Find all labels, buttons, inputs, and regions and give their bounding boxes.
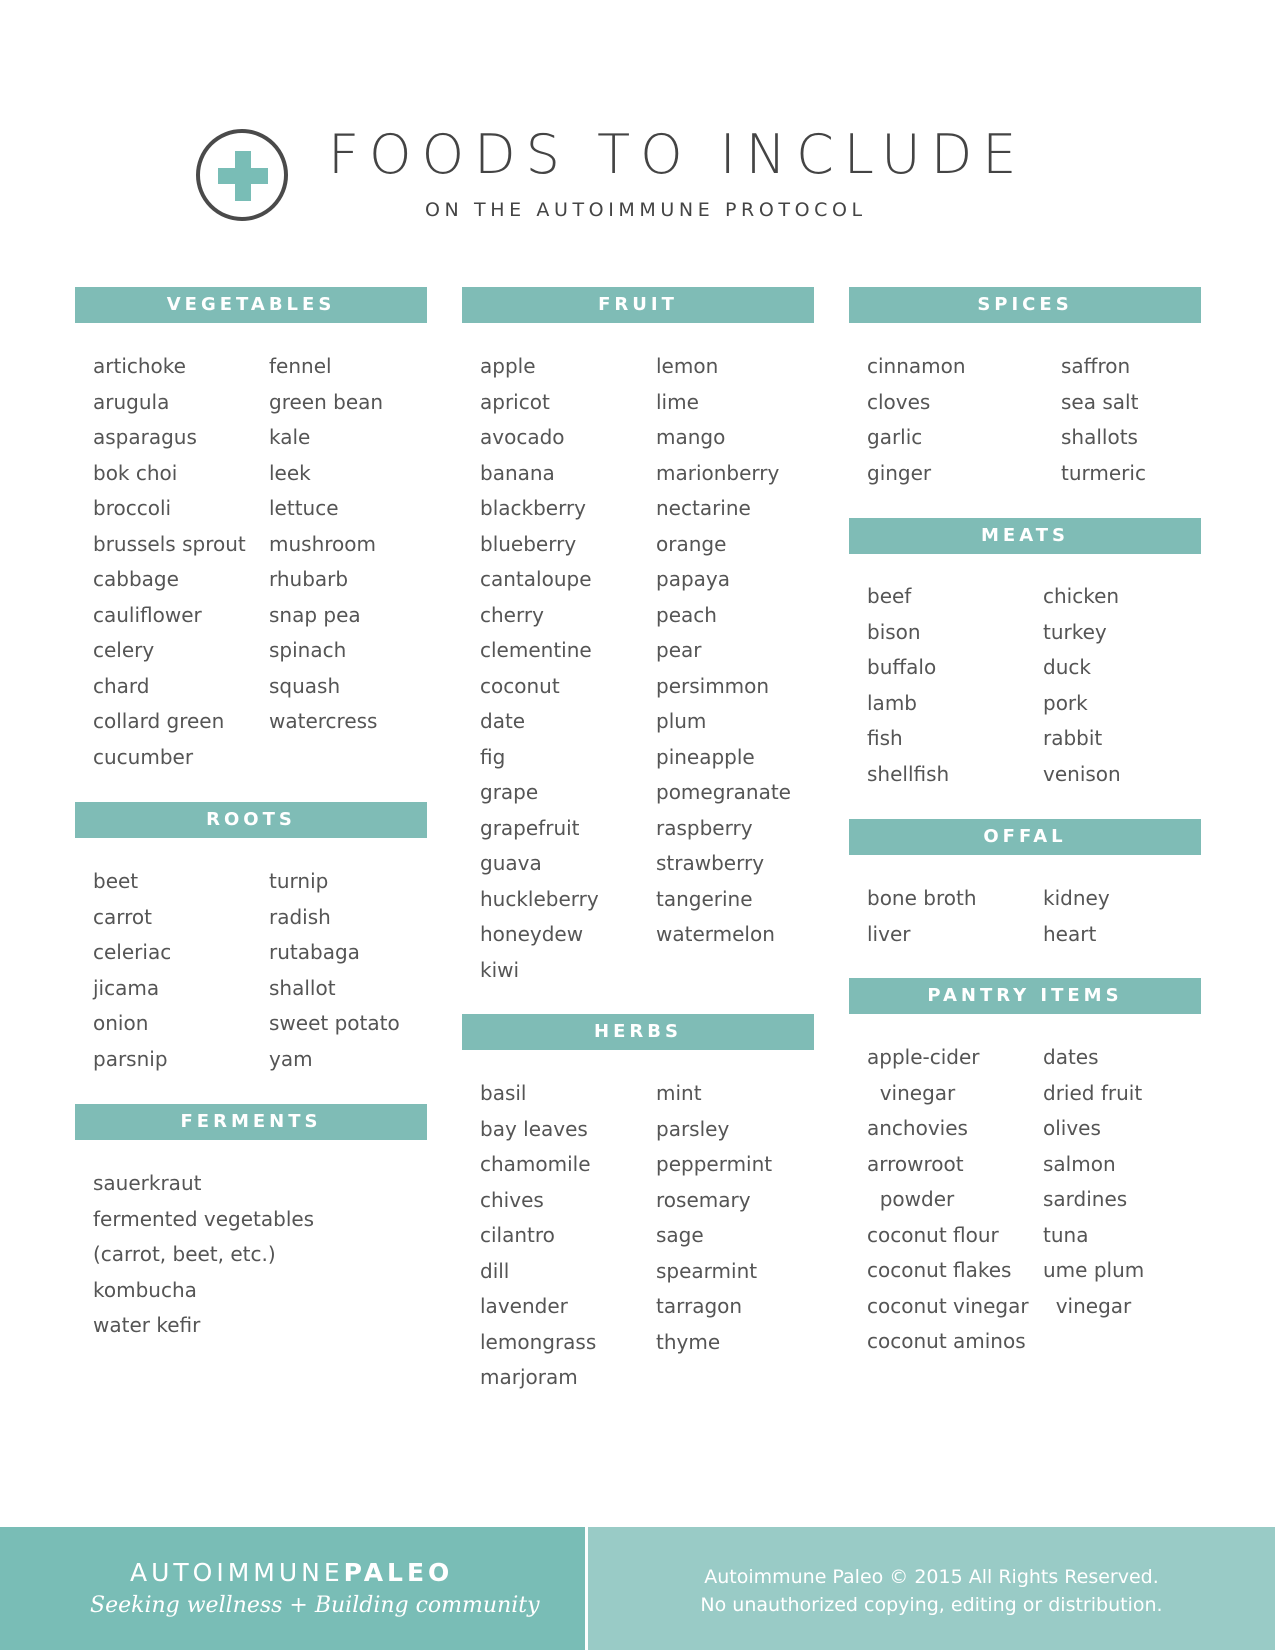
list-item: blueberry <box>480 531 577 556</box>
list-item: beef <box>867 584 912 608</box>
list-item: pear <box>656 638 702 662</box>
meats-list-col2 <box>1043 579 1121 792</box>
list-item: cabbage <box>93 567 179 591</box>
list-item: spearmint <box>656 1258 758 1283</box>
list-item: dates <box>1043 1045 1099 1069</box>
copyright-line-1: Autoimmune Paleo © 2015 All Rights Reserved. <box>704 1566 1159 1588</box>
list-item: raspberry <box>656 815 753 840</box>
list-item: banana <box>480 460 555 485</box>
section-header-meats: MEATS <box>849 518 1201 554</box>
list-item: ume plum <box>1043 1258 1145 1282</box>
list-item: fermented vegetables <box>93 1206 315 1231</box>
list-item: shallots <box>1061 425 1138 449</box>
footer-copyright-panel <box>588 1527 1275 1650</box>
list-item: lavender <box>480 1294 568 1318</box>
list-item: lemon <box>656 354 719 378</box>
list-item: heart <box>1043 921 1097 946</box>
spices-list-col1 <box>867 349 966 491</box>
list-item: saffron <box>1061 354 1131 378</box>
list-item: bay leaves <box>480 1116 588 1141</box>
section-header-vegetables: VEGETABLES <box>75 287 427 323</box>
list-item: lamb <box>867 690 917 715</box>
meats-list-col1 <box>867 579 949 792</box>
list-item: yam <box>269 1046 313 1071</box>
list-item: date <box>480 709 526 733</box>
list-item: arugula <box>93 389 170 414</box>
list-item: asparagus <box>93 425 197 449</box>
list-item: pomegranate <box>656 780 791 804</box>
list-item: liver <box>867 921 911 946</box>
pantry-list-col1 <box>867 1040 1029 1360</box>
list-item: guava <box>480 851 542 875</box>
roots-list-col1 <box>93 864 171 1077</box>
list-item: cloves <box>867 389 931 414</box>
list-item: mushroom <box>269 531 376 556</box>
herbs-list-col1 <box>480 1076 596 1396</box>
list-item: vinegar <box>867 1080 956 1105</box>
list-item: cilantro <box>480 1223 555 1247</box>
list-item: (carrot, beet, etc.) <box>93 1242 276 1266</box>
list-item: avocado <box>480 425 565 449</box>
brand-tagline: Seeking wellness + Building community <box>90 1593 540 1618</box>
list-item: dried fruit <box>1043 1080 1143 1105</box>
list-item: squash <box>269 673 341 698</box>
list-item: shellfish <box>867 761 950 786</box>
list-item: spinach <box>269 638 347 662</box>
list-item: huckleberry <box>480 886 599 911</box>
list-item: chives <box>480 1187 544 1212</box>
list-item: peach <box>656 602 717 627</box>
section-header-ferments: FERMENTS <box>75 1104 427 1140</box>
list-item: blackberry <box>480 496 587 520</box>
section-header-roots: ROOTS <box>75 802 427 838</box>
list-item: celeriac <box>93 940 172 964</box>
list-item: mango <box>656 425 726 449</box>
list-item: broccoli <box>93 496 172 520</box>
list-item: turmeric <box>1061 460 1146 485</box>
herbs-list-col2 <box>656 1076 772 1360</box>
list-item: tangerine <box>656 886 753 911</box>
list-item: venison <box>1043 761 1121 786</box>
section-header-pantry: PANTRY ITEMS <box>849 978 1201 1014</box>
list-item: clementine <box>480 638 592 662</box>
list-item: carrot <box>93 904 152 929</box>
list-item: sauerkraut <box>93 1171 202 1195</box>
page-subtitle: ON THE AUTOIMMUNE PROTOCOL <box>425 199 867 221</box>
list-item: green bean <box>269 389 384 414</box>
list-item: parsley <box>656 1116 730 1141</box>
list-item: buffalo <box>867 655 937 679</box>
list-item: rabbit <box>1043 726 1103 750</box>
list-item: cantaloupe <box>480 567 592 591</box>
list-item: pineapple <box>656 744 755 769</box>
list-item: lettuce <box>269 496 339 520</box>
list-item: sardines <box>1043 1187 1128 1211</box>
list-item: marionberry <box>656 460 780 485</box>
list-item: apple <box>480 354 536 378</box>
list-item: watercress <box>269 709 378 733</box>
list-item: nectarine <box>656 496 751 520</box>
list-item: chicken <box>1043 584 1120 608</box>
list-item: kidney <box>1043 886 1110 910</box>
list-item: rhubarb <box>269 567 349 591</box>
list-item: coconut aminos <box>867 1329 1026 1353</box>
plus-icon <box>196 129 288 221</box>
list-item: dill <box>480 1258 510 1283</box>
list-item: radish <box>269 904 331 929</box>
list-item: persimmon <box>656 673 770 698</box>
page-header <box>0 0 1275 260</box>
list-item: ginger <box>867 460 932 485</box>
pantry-list-col2 <box>1043 1040 1144 1324</box>
fruit-list-col2 <box>656 349 791 953</box>
list-item: anchovies <box>867 1116 968 1140</box>
copyright-text <box>588 1563 1275 1619</box>
list-item: olives <box>1043 1116 1101 1140</box>
list-item: coconut flour <box>867 1222 999 1247</box>
list-item: watermelon <box>656 922 775 946</box>
list-item: brussels sprout <box>93 531 246 556</box>
list-item: fennel <box>269 354 332 378</box>
list-item: papaya <box>656 567 730 591</box>
copyright-line-2: No unauthorized copying, editing or distribution. <box>700 1594 1163 1616</box>
list-item: fig <box>480 744 506 769</box>
list-item: duck <box>1043 655 1091 679</box>
list-item: turkey <box>1043 619 1107 644</box>
list-item: turnip <box>269 869 329 893</box>
list-item: grapefruit <box>480 815 580 840</box>
list-item: cucumber <box>93 744 194 769</box>
list-item: bone broth <box>867 886 977 910</box>
footer-brand-panel <box>0 1527 585 1650</box>
list-item: lime <box>656 389 699 414</box>
list-item: onion <box>93 1011 149 1035</box>
list-item: snap pea <box>269 602 361 627</box>
list-item: rosemary <box>656 1187 751 1212</box>
list-item: coconut <box>480 673 560 698</box>
list-item: coconut vinegar <box>867 1293 1029 1318</box>
list-item: strawberry <box>656 851 765 875</box>
list-item: basil <box>480 1081 527 1105</box>
list-item: apricot <box>480 389 550 414</box>
list-item: bison <box>867 619 921 644</box>
list-item: chard <box>93 673 150 698</box>
list-item: kale <box>269 425 311 449</box>
list-item: honeydew <box>480 922 584 946</box>
list-item: chamomile <box>480 1152 591 1176</box>
list-item: coconut flakes <box>867 1258 1012 1282</box>
list-item: sea salt <box>1061 389 1139 414</box>
page-title: FOODS TO INCLUDE <box>328 123 1027 186</box>
list-item: lemongrass <box>480 1329 597 1354</box>
list-item: plum <box>656 709 707 733</box>
list-item: leek <box>269 460 311 485</box>
list-item: artichoke <box>93 354 186 378</box>
list-item: mint <box>656 1081 702 1105</box>
list-item: cinnamon <box>867 354 966 378</box>
list-item: pork <box>1043 690 1088 715</box>
list-item: thyme <box>656 1329 721 1354</box>
section-header-herbs: HERBS <box>462 1014 814 1050</box>
list-item: salmon <box>1043 1151 1116 1176</box>
list-item: powder <box>867 1187 955 1211</box>
spices-list-col2 <box>1061 349 1146 491</box>
list-item: apple-cider <box>867 1045 980 1069</box>
list-item: orange <box>656 531 727 556</box>
list-item: sage <box>656 1223 704 1247</box>
list-item: garlic <box>867 425 923 449</box>
offal-list-col2 <box>1043 881 1110 952</box>
section-header-fruit: FRUIT <box>462 287 814 323</box>
vegetables-list-col2 <box>269 349 383 740</box>
list-item: jicama <box>93 975 160 1000</box>
roots-list-col2 <box>269 864 400 1077</box>
list-item: celery <box>93 638 155 662</box>
list-item: tarragon <box>656 1294 743 1318</box>
list-item: arrowroot <box>867 1151 964 1176</box>
list-item: peppermint <box>656 1152 773 1176</box>
fruit-list-col1 <box>480 349 599 988</box>
list-item: kiwi <box>480 957 520 982</box>
list-item: bok choi <box>93 460 178 485</box>
list-item: water kefir <box>93 1313 201 1337</box>
list-item: kombucha <box>93 1277 197 1302</box>
list-item: grape <box>480 780 539 804</box>
section-header-offal: OFFAL <box>849 819 1201 855</box>
list-item: cauliflower <box>93 602 202 627</box>
list-item: shallot <box>269 975 336 1000</box>
section-header-spices: SPICES <box>849 287 1201 323</box>
list-item: beet <box>93 869 139 893</box>
list-item: collard green <box>93 709 225 733</box>
brand-logo: AUTOIMMUNEPALEO <box>130 1558 454 1587</box>
list-item: sweet potato <box>269 1011 400 1035</box>
list-item: tuna <box>1043 1222 1089 1247</box>
ferments-list <box>93 1166 314 1344</box>
list-item: vinegar <box>1043 1293 1132 1318</box>
list-item: fish <box>867 726 903 750</box>
offal-list-col1 <box>867 881 977 952</box>
list-item: parsnip <box>93 1046 168 1071</box>
list-item: rutabaga <box>269 940 360 964</box>
list-item: marjoram <box>480 1365 578 1389</box>
vegetables-list-col1 <box>93 349 246 775</box>
list-item: cherry <box>480 602 544 627</box>
